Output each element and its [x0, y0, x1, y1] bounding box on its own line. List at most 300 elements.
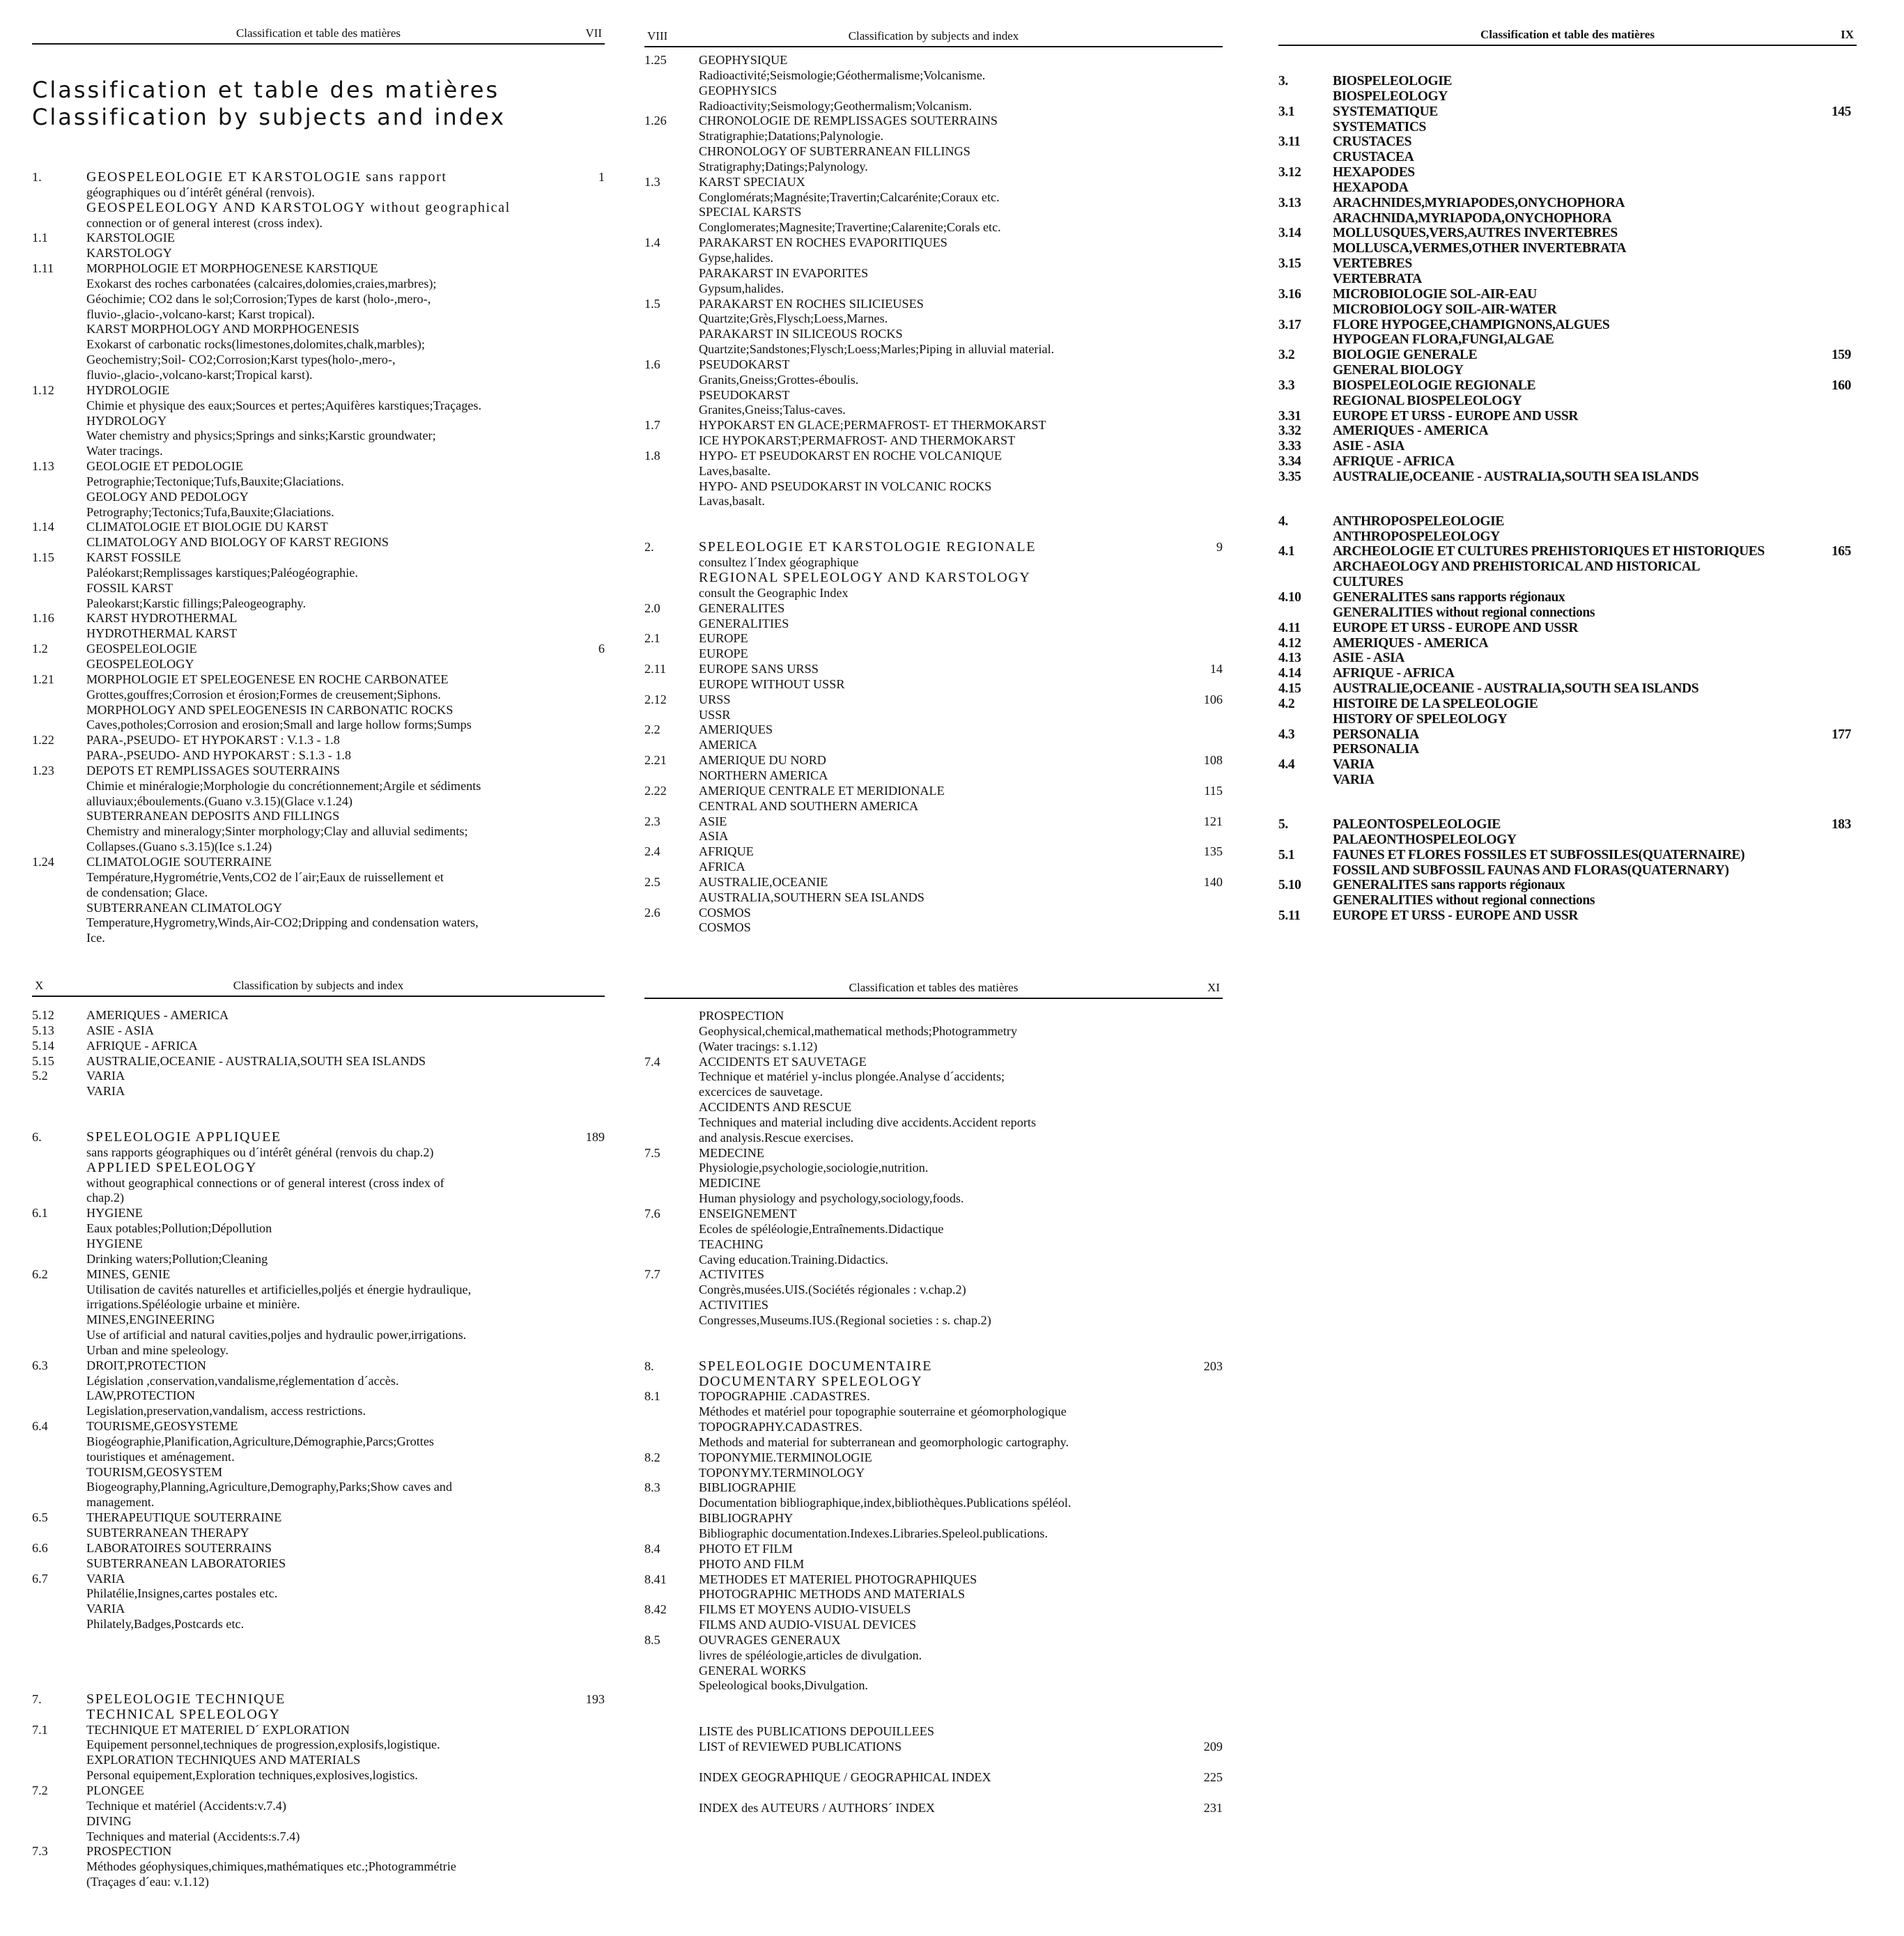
entry-line: TECHNIQUE ET MATERIEL D´ EXPLORATION: [86, 1722, 350, 1737]
entry-line: AUSTRALIE,OCEANIE: [699, 874, 828, 889]
section-number: 8.4: [644, 1541, 660, 1556]
section-number: 1.25: [644, 53, 667, 67]
toc-entry[interactable]: [32, 231, 605, 261]
section-spacer: [32, 1099, 605, 1130]
entry-line: CLIMATOLOGY AND BIOLOGY OF KARST REGIONS: [86, 535, 389, 550]
toc-entry[interactable]: [1278, 514, 1857, 545]
section-number: 2.3: [644, 814, 660, 828]
entry-line: SUBTERRANEAN THERAPY: [86, 1526, 249, 1540]
chapter-heading-line: APPLIED SPELEOLOGY: [86, 1159, 257, 1175]
page-reference: 177: [1831, 727, 1851, 742]
toc-entry[interactable]: [1278, 287, 1857, 318]
entry-line: HYPO- ET PSEUDOKARST EN ROCHE VOLCANIQUE: [699, 448, 1003, 463]
entry-line: KARST FOSSILE: [86, 550, 181, 565]
entry-line: Use of artificial and natural cavities,poljes and hydraulic power,irrigations.: [86, 1328, 467, 1342]
entry-line: USSR: [699, 707, 731, 722]
toc-entry[interactable]: [1278, 697, 1857, 727]
toc-entry[interactable]: [644, 1009, 1223, 1055]
page-number: IX: [1841, 28, 1854, 41]
entry-line: GENERAL WORKS: [699, 1663, 807, 1678]
toc-entry[interactable]: [1278, 165, 1857, 196]
toc-entry[interactable]: [32, 1206, 605, 1267]
toc-entry[interactable]: [644, 784, 1223, 814]
entry-line: DIVING: [86, 1813, 132, 1828]
toc-entry[interactable]: [644, 753, 1223, 784]
entry-line: Biogéographie,Planification,Agriculture,Démographie,Parcs;Grottes: [86, 1434, 435, 1448]
toc-entry[interactable]: [644, 1740, 1223, 1755]
toc-entry[interactable]: [1278, 908, 1857, 924]
toc-entry[interactable]: [32, 520, 605, 550]
toc-entry[interactable]: [32, 550, 605, 611]
chapter-heading-line: SPELEOLOGIE ET KARSTOLOGIE REGIONALE: [699, 539, 1037, 555]
entry-line: TOPOGRAPHIE .CADASTRES.: [699, 1389, 870, 1404]
entry-line: Congresses,Museums.IUS.(Regional societies : s. chap.2): [699, 1312, 991, 1327]
toc-entry[interactable]: [32, 1039, 605, 1054]
entry-line: AUSTRALIE,OCEANIE - AUSTRALIA,SOUTH SEA ISLANDS: [1333, 681, 1699, 697]
entry-line: EUROPE: [699, 646, 748, 661]
section-spacer: [644, 509, 1223, 540]
entry-line: EXPLORATION TECHNIQUES AND MATERIALS: [86, 1753, 361, 1767]
toc-entry[interactable]: [1278, 544, 1857, 590]
toc-entry[interactable]: [32, 1541, 605, 1572]
toc-entry[interactable]: [32, 1069, 605, 1099]
entry-line: HEXAPODA: [1333, 180, 1409, 195]
toc-entry[interactable]: [1278, 757, 1857, 788]
entry-line: Water chemistry and physics;Springs and sinks;Karstic groundwater;: [86, 428, 436, 443]
entry-line: Chemistry and mineralogy;Sinter morphology;Clay and alluvial sediments;: [86, 824, 468, 839]
entry-line: GEOPHYSIQUE: [699, 53, 788, 67]
entry-line: KARST HYDROTHERMAL: [86, 611, 238, 626]
entry-line: HYDROTHERMAL KARST: [86, 626, 238, 641]
toc-entry[interactable]: [1278, 848, 1857, 878]
entry-line: AUSTRALIE,OCEANIE - AUSTRALIA,SOUTH SEA ISLANDS: [1333, 469, 1699, 484]
title-french: Classification et table des matières: [32, 77, 500, 103]
entry-line: INDEX GEOGRAPHIQUE / GEOGRAPHICAL INDEX: [699, 1769, 991, 1784]
toc-entry[interactable]: [1278, 621, 1857, 636]
entry-line: VARIA: [86, 1602, 125, 1616]
section-number: 1.4: [644, 235, 660, 250]
toc-entry[interactable]: [32, 459, 605, 520]
page-reference: 14: [1209, 662, 1223, 676]
entry-line: ASIA: [699, 829, 729, 844]
entry-line: HYPOKARST EN GLACE;PERMAFROST- ET THERMOKARST: [699, 418, 1046, 433]
entry-line: Petrography;Tectonics;Tufa,Bauxite;Glaciations.: [86, 504, 334, 519]
entry-line: AFRIQUE - AFRICA: [1333, 666, 1455, 681]
entry-line: Water tracings.: [86, 444, 163, 458]
section-number: 5.: [1278, 816, 1288, 832]
entry-line: ARACHNIDES,MYRIAPODES,ONYCHOPHORA: [1333, 195, 1625, 210]
running-title: Classification et tables des matières: [849, 981, 1019, 994]
chapter-heading-line: SPELEOLOGIE DOCUMENTAIRE: [699, 1358, 933, 1374]
entry-line: ASIE: [699, 814, 727, 828]
entry-line: Utilisation de cavités naturelles et artificielles,poljés et énergie hydraulique,: [86, 1282, 472, 1296]
entry-line: MICROBIOLOGY SOIL-AIR-WATER: [1333, 302, 1557, 317]
toc-entry[interactable]: [1278, 256, 1857, 287]
section-number: 5.1: [1278, 847, 1295, 862]
page-reference: 108: [1203, 753, 1223, 768]
toc-entry[interactable]: [32, 1572, 605, 1632]
toc-entry[interactable]: [32, 1054, 605, 1069]
toc-entry[interactable]: [644, 1359, 1223, 1390]
entry-line: ARCHAEOLOGY AND PREHISTORICAL AND HISTORICAL: [1333, 559, 1701, 575]
entry-line: AMERIQUE DU NORD: [699, 753, 826, 768]
toc-entry[interactable]: [32, 611, 605, 642]
toc-entry[interactable]: [32, 733, 605, 764]
toc-entry[interactable]: [644, 1801, 1223, 1816]
entry-line: BIOLOGIE GENERALE: [1333, 348, 1478, 363]
entry-line: CENTRAL AND SOUTHERN AMERICA: [699, 798, 919, 813]
toc-entry[interactable]: [644, 114, 1223, 174]
entry-line: TOPOGRAPHY.CADASTRES.: [699, 1420, 862, 1434]
toc-entry[interactable]: [1278, 666, 1857, 681]
entry-line: CRUSTACES: [1333, 134, 1412, 150]
entry-line: Gypsum,halides.: [699, 281, 784, 295]
section-spacer: [32, 1632, 605, 1692]
toc-entries: [1278, 46, 1857, 924]
toc-entry[interactable]: [644, 631, 1223, 662]
toc-entry[interactable]: [644, 1633, 1223, 1694]
entry-line: MEDECINE: [699, 1145, 764, 1160]
entry-line: ANTHROPOSPELEOLOGY: [1333, 529, 1500, 544]
toc-entry[interactable]: [32, 1419, 605, 1510]
toc-entry[interactable]: [644, 1389, 1223, 1450]
section-number: 5.15: [32, 1053, 54, 1068]
section-number: 3.32: [1278, 424, 1301, 439]
toc-entry[interactable]: [644, 540, 1223, 601]
entry-line: FOSSIL KARST: [86, 580, 173, 595]
entry-line: Quartzite;Sandstones;Flysch;Loess;Marles;Piping in alluvial material.: [699, 342, 1055, 357]
section-number: 8.42: [644, 1602, 667, 1617]
entry-line: PARAKARST EN ROCHES SILICIEUSES: [699, 296, 924, 311]
entry-line: HYDROLOGY: [86, 413, 167, 428]
entry-line: REGIONAL BIOSPELEOLOGY: [1333, 393, 1522, 408]
page-reference: 160: [1831, 378, 1851, 393]
page-header: [32, 980, 605, 997]
section-number: 4.15: [1278, 681, 1301, 697]
section-number: 3.12: [1278, 165, 1301, 180]
toc-entry[interactable]: [32, 1130, 605, 1206]
entry-line: Quartzite;Grès,Flysch;Loess,Marnes.: [699, 311, 888, 326]
entry-line: PHOTO AND FILM: [699, 1556, 805, 1571]
toc-entry[interactable]: [32, 1008, 605, 1023]
section-number: 4.10: [1278, 590, 1301, 605]
entry-line: GENERALITIES without regional connections: [1333, 605, 1595, 620]
toc-entry[interactable]: [1278, 727, 1857, 758]
entry-line: Gypse,halides.: [699, 250, 774, 265]
page-number: XI: [1207, 981, 1220, 994]
entry-line: PARA-,PSEUDO- ET HYPOKARST : V.1.3 - 1.8: [86, 733, 340, 748]
entry-line: ARCHEOLOGIE ET CULTURES PREHISTORIQUES ET HISTORIQUES: [1333, 544, 1765, 559]
chapter-heading-line: REGIONAL SPELEOLOGY AND KARSTOLOGY: [699, 570, 1031, 585]
toc-entry[interactable]: [32, 261, 605, 383]
entry-line: AUSTRALIE,OCEANIE - AUSTRALIA,SOUTH SEA ISLANDS: [86, 1053, 426, 1068]
toc-entry[interactable]: [644, 1480, 1223, 1541]
toc-entry[interactable]: [32, 1723, 605, 1783]
entry-line: CLIMATOLOGIE ET BIOLOGIE DU KARST: [86, 520, 328, 534]
toc-entry[interactable]: [644, 1770, 1223, 1786]
section-number: 1.6: [644, 357, 660, 371]
entry-line: Personal equipement,Exploration techniques,explosives,logistics.: [86, 1768, 418, 1783]
toc-entry[interactable]: [644, 1207, 1223, 1267]
toc-entry[interactable]: [1278, 104, 1857, 135]
entry-line: COSMOS: [699, 905, 751, 920]
entry-line: ASIE - ASIA: [86, 1023, 155, 1037]
entry-line: fluvio-,glacio-,volcano-karst; Karst tropical).: [86, 307, 315, 321]
section-number: 1.12: [32, 382, 54, 397]
entry-line: excercices de sauvetage.: [699, 1085, 823, 1099]
entry-line: PALAEONTHOSPELEOLOGY: [1333, 832, 1517, 847]
toc-entry[interactable]: [644, 1602, 1223, 1633]
section-number: 3.31: [1278, 408, 1301, 424]
entry-line: AMERIQUES: [699, 722, 773, 737]
entry-line: Ecoles de spéléologie,Entraînements.Didactique: [699, 1221, 944, 1236]
toc-entry[interactable]: [32, 383, 605, 459]
toc-entry[interactable]: [644, 692, 1223, 723]
entry-line: ACCIDENTS ET SAUVETAGE: [699, 1054, 867, 1069]
section-number: 7.7: [644, 1267, 660, 1282]
entry-line: Granits,Gneiss;Grottes-éboulis.: [699, 372, 859, 387]
entry-line: livres de spéléologie,articles de divulgation.: [699, 1648, 922, 1662]
entry-line: GENERALITES sans rapports régionaux: [1333, 878, 1565, 893]
entry-line: Techniques and material including dive accidents.Accident reports: [699, 1115, 1037, 1129]
entry-line: Philatélie,Insignes,cartes postales etc.: [86, 1586, 278, 1601]
toc-entry[interactable]: [644, 418, 1223, 449]
page-reference: 1: [598, 170, 605, 184]
toc-entry[interactable]: [32, 855, 605, 946]
entry-line: AMERIQUE CENTRALE ET MERIDIONALE: [699, 783, 945, 798]
toc-entry[interactable]: [644, 297, 1223, 357]
toc-entry[interactable]: [32, 642, 605, 672]
toc-entry[interactable]: [32, 1358, 605, 1419]
entry-line: HEXAPODES: [1333, 165, 1415, 180]
toc-entry[interactable]: [32, 1267, 605, 1358]
section-number: 2.5: [644, 874, 660, 889]
section-number: 6.: [32, 1130, 42, 1145]
toc-entry[interactable]: [644, 53, 1223, 114]
toc-entry[interactable]: [1278, 817, 1857, 848]
page-reference: 6: [598, 642, 605, 656]
toc-entry[interactable]: [1278, 636, 1857, 651]
section-number: 3.17: [1278, 317, 1301, 332]
entry-line: MORPHOLOGIE ET SPELEOGENESE EN ROCHE CARBONATEE: [86, 672, 449, 686]
entry-line: GENERALITES: [699, 601, 785, 615]
toc-entry[interactable]: [1278, 878, 1857, 908]
entry-line: PARAKARST EN ROCHES EVAPORITIQUES: [699, 235, 947, 250]
entry-line: alluviaux;éboulements.(Guano v.3.15)(Glace v.1.24): [86, 793, 353, 808]
entry-line: TOPONYMIE.TERMINOLOGIE: [699, 1450, 872, 1464]
toc-entry[interactable]: [1278, 226, 1857, 256]
entry-line: PARAKARST IN SILICEOUS ROCKS: [699, 327, 903, 341]
entry-line: Exokarst of carbonatic rocks(limestones,dolomites,chalk,marbles);: [86, 337, 425, 352]
entry-line: HISTOIRE DE LA SPELEOLOGIE: [1333, 696, 1538, 711]
entry-line: and analysis.Rescue exercises.: [699, 1130, 854, 1145]
toc-entry[interactable]: [644, 1724, 1223, 1740]
entry-line: management.: [86, 1495, 155, 1510]
entry-line: VARIA: [86, 1069, 125, 1083]
section-number: 5.12: [32, 1008, 54, 1022]
toc-entry[interactable]: [644, 449, 1223, 509]
section-number: 8.2: [644, 1450, 660, 1464]
entry-line: EUROPE ET URSS - EUROPE AND USSR: [1333, 408, 1578, 424]
page-reference: 9: [1216, 540, 1223, 555]
toc-entry[interactable]: [1278, 470, 1857, 485]
section-spacer: [644, 1786, 1223, 1801]
entry-line: Methods and material for subterranean and geomorphologic cartography.: [699, 1434, 1069, 1449]
entry-line: consult the Geographic Index: [699, 585, 849, 600]
page-reference: 203: [1203, 1358, 1223, 1373]
page-ix: [1278, 29, 1857, 924]
entry-line: AMERIQUES - AMERICA: [86, 1008, 229, 1022]
toc-entry[interactable]: [1278, 348, 1857, 378]
toc-entry[interactable]: [644, 906, 1223, 936]
entry-line: OUVRAGES GENERAUX: [699, 1632, 841, 1647]
toc-entry[interactable]: [1278, 454, 1857, 470]
section-number: 5.11: [1278, 908, 1301, 924]
toc-entry[interactable]: [644, 1450, 1223, 1481]
section-number: 3.34: [1278, 454, 1301, 470]
entry-line: THERAPEUTIQUE SOUTERRAINE: [86, 1510, 282, 1525]
section-number: 4.: [1278, 513, 1288, 529]
toc-entry[interactable]: [1278, 590, 1857, 621]
entry-line: AFRIQUE: [699, 844, 754, 859]
entry-line: fluvio-,glacio-,volcano-karst;Tropical karst).: [86, 367, 313, 382]
section-number: 1.11: [32, 261, 54, 276]
toc-entry[interactable]: [644, 875, 1223, 906]
entry-line: CHRONOLOGIE DE REMPLISSAGES SOUTERRAINS: [699, 114, 998, 128]
entry-line: Caving education.Training.Didactics.: [699, 1252, 889, 1267]
entry-line: BIBLIOGRAPHY: [699, 1511, 794, 1526]
entry-line: ACTIVITIES: [699, 1298, 769, 1312]
section-number: 1.7: [644, 418, 660, 433]
entry-line: VARIA: [86, 1084, 125, 1099]
section-number: 4.4: [1278, 757, 1295, 773]
toc-entry[interactable]: [32, 764, 605, 855]
entry-line: VARIA: [1333, 757, 1375, 773]
toc-entry[interactable]: [644, 844, 1223, 875]
toc-entry[interactable]: [1278, 74, 1857, 104]
section-number: 4.14: [1278, 666, 1301, 681]
entry-line: Biogeography,Planning,Agriculture,Demography,Parks;Show caves and: [86, 1480, 452, 1494]
toc-entry[interactable]: [644, 1055, 1223, 1146]
section-number: 8.3: [644, 1480, 660, 1495]
entry-line: Température,Hygrométrie,Vents,CO2 de l´air;Eaux de ruissellement et: [86, 869, 444, 884]
section-number: 1.1: [32, 231, 48, 245]
entry-line: TOURISM,GEOSYSTEM: [86, 1464, 223, 1479]
entry-line: Legislation,preservation,vandalism, access restrictions.: [86, 1404, 366, 1418]
toc-entry[interactable]: [1278, 681, 1857, 697]
toc-entry[interactable]: [32, 1783, 605, 1844]
toc-entry[interactable]: [644, 1267, 1223, 1328]
entry-line: GEOSPELEOLOGIE: [86, 642, 197, 656]
entry-line: GEOPHYSICS: [699, 83, 777, 98]
entry-line: MOLLUSQUES,VERS,AUTRES INVERTEBRES: [1333, 226, 1618, 241]
entry-line: DROIT,PROTECTION: [86, 1358, 206, 1372]
toc-entry[interactable]: [644, 235, 1223, 296]
entry-line: Méthodes et matériel pour topographie souterraine et géomorphologique: [699, 1404, 1067, 1419]
section-number: 2.11: [644, 662, 667, 676]
toc-entry[interactable]: [32, 672, 605, 733]
entry-line: Lavas,basalt.: [699, 494, 765, 509]
entry-line: Technique et matériel (Accidents:v.7.4): [86, 1798, 286, 1813]
section-number: 7.6: [644, 1206, 660, 1221]
section-number: 7.: [32, 1691, 42, 1706]
toc-entry[interactable]: [644, 601, 1223, 632]
entry-line: PSEUDOKARST: [699, 387, 790, 402]
toc-entry[interactable]: [1278, 134, 1857, 165]
toc-entry[interactable]: [32, 1510, 605, 1541]
toc-entry[interactable]: [644, 357, 1223, 418]
entry-line: PERSONALIA: [1333, 727, 1419, 742]
entry-line: ACCIDENTS AND RESCUE: [699, 1100, 852, 1115]
toc-entry[interactable]: [32, 1023, 605, 1039]
section-spacer: [644, 1329, 1223, 1359]
toc-entry[interactable]: [1278, 439, 1857, 454]
page-reference: 135: [1203, 844, 1223, 859]
entry-line: Temperature,Hygrometry,Winds,Air-CO2;Dripping and condensation waters,: [86, 915, 479, 930]
toc-entry[interactable]: [644, 1572, 1223, 1603]
toc-entry[interactable]: [32, 1692, 605, 1723]
page-header: [1278, 29, 1857, 46]
entry-line: DEPOTS ET REMPLISSAGES SOUTERRAINS: [86, 763, 340, 777]
entry-line: PROSPECTION: [699, 1009, 784, 1023]
toc-entry[interactable]: [1278, 318, 1857, 348]
entry-line: Speleological books,Divulgation.: [699, 1678, 868, 1693]
entry-line: Exokarst des roches carbonatées (calcaires,dolomies,craies,marbres);: [86, 276, 437, 291]
entry-line: without geographical connections or of general interest (cross index of: [86, 1175, 444, 1190]
entry-line: Grottes,gouffres;Corrosion et érosion;Formes de creusement;Siphons.: [86, 687, 441, 702]
toc-entry[interactable]: [644, 1146, 1223, 1207]
toc-entry[interactable]: [32, 1844, 605, 1890]
toc-entry[interactable]: [644, 814, 1223, 845]
toc-entry[interactable]: [1278, 409, 1857, 424]
section-number: 1.2: [32, 642, 48, 656]
entry-line: COSMOS: [699, 920, 751, 935]
entry-line: Conglomerates;Magnesite;Travertine;Calarenite;Corals etc.: [699, 220, 1001, 235]
toc-entry[interactable]: [1278, 196, 1857, 226]
section-number: 3.14: [1278, 226, 1301, 241]
running-title: Classification et table des matières: [1480, 28, 1655, 41]
toc-entry[interactable]: [644, 662, 1223, 692]
toc-entry[interactable]: [644, 1542, 1223, 1572]
toc-entry[interactable]: [1278, 651, 1857, 666]
toc-entry[interactable]: [644, 175, 1223, 235]
entry-line: MINES,ENGINEERING: [86, 1312, 215, 1327]
entry-line: Urban and mine speleology.: [86, 1342, 229, 1357]
section-number: 2.22: [644, 783, 667, 798]
entry-line: PARAKARST IN EVAPORITES: [699, 265, 869, 280]
section-number: 3.3: [1278, 378, 1295, 393]
chapter-heading-line: GEOSPELEOLOGIE ET KARSTOLOGIE sans rapport: [86, 169, 447, 185]
entry-line: AFRIQUE - AFRICA: [1333, 454, 1455, 470]
toc-entry[interactable]: [644, 722, 1223, 753]
page-reference: 193: [585, 1691, 605, 1706]
page-reference: 159: [1831, 348, 1851, 363]
page-number: VIII: [647, 29, 668, 42]
toc-entry[interactable]: [1278, 424, 1857, 439]
entry-line: connection or of general interest (cross index).: [86, 215, 323, 230]
section-spacer: [644, 1755, 1223, 1770]
entry-line: MORPHOLOGIE ET MORPHOGENESE KARSTIQUE: [86, 261, 378, 276]
section-number: 2.4: [644, 844, 660, 859]
entry-line: VARIA: [86, 1571, 125, 1586]
entry-line: chap.2): [86, 1191, 125, 1205]
toc-entry[interactable]: [1278, 378, 1857, 409]
entry-line: HYGIENE: [86, 1236, 143, 1250]
entry-line: Philately,Badges,Postcards etc.: [86, 1617, 245, 1632]
entry-line: Geochemistry;Soil- CO2;Corrosion;Karst types(holo-,mero-,: [86, 353, 396, 367]
chapter-heading-line: TECHNICAL SPELEOLOGY: [86, 1706, 281, 1722]
toc-entry[interactable]: [32, 170, 605, 231]
